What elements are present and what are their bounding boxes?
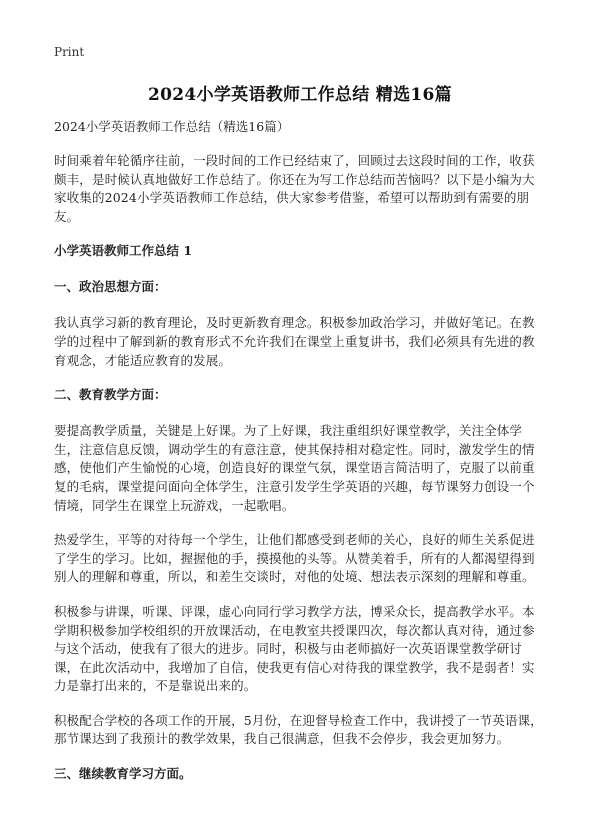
continuing-education-heading: 三、继续教育学习方面。 <box>54 766 192 782</box>
teaching-paragraph-1: 要提高教学质量，关键是上好课。为了上好课，我注重组织好课堂教学，关注全体学生，注意信息反馈，调动学生的有意注意，使其保持相对稳定性。同时，激发学生的情感，使他们产生愉悦的心境，创造良好的课堂气氛，课堂语言简洁明了，克服了以前重复的毛病，课堂提问面向全体学生，注意引发学生学英语的兴趣，每节课努力创设一个情境，同学生在课堂上玩游戏，一起歌唱。 <box>54 423 535 513</box>
intro-paragraph: 时间乘着年轮循序往前，一段时间的工作已经结束了，回顾过去这段时间的工作，收获颇丰，是时候认真地做好工作总结了。你还在为写工作总结而苦恼吗？以下是小编为大家收集的2024小学英语教师工作总结，供大家参考借鉴，希望可以帮助到有需要的朋友。 <box>54 153 535 224</box>
article-body <box>54 118 546 801</box>
teaching-paragraph-2: 热爱学生，平等的对待每一个学生，让他们都感受到老师的关心，良好的师生关系促进了学生的学习。比如，握握他的手，摸摸他的头等。从赞美着手，所有的人都渴望得到别人的理解和尊重，所以，和差生交谈时，对他的处境、想法表示深刻的理解和尊重。 <box>54 532 535 585</box>
article-subtitle: 2024小学英语教师工作总结（精选16篇） <box>54 119 290 134</box>
teaching-paragraph-3: 积极参与讲课，听课、评课，虚心向同行学习教学方法，博采众长，提高教学水平。本学期积极参加学校组织的开放课活动，在电教室共授课四次，每次都认真对待，通过参与这个活动，使我有了很大的进步。同时，积极与由老师搞好一次英语课堂教学研讨课，在此次活动中，我增加了自信，使我更有信心对待我的课堂教学，我不是弱者！实力是靠打出来的，不是靠说出来的。 <box>54 603 535 694</box>
teaching-heading: 二、教育教学方面： <box>54 387 167 403</box>
political-paragraph: 我认真学习新的教育理论，及时更新教育理念。积极参加政治学习，并做好笔记。在教学的过程中了解到新的教育形式不允许我们在课堂上重复讲书，我们必须具有先进的教育观念，才能适应教育的发展。 <box>54 315 535 368</box>
page-title: 2024小学英语教师工作总结 精选16篇 <box>148 85 452 105</box>
section-heading: 小学英语教师工作总结 1 <box>54 243 193 259</box>
political-heading: 一、政治思想方面： <box>54 279 167 295</box>
teaching-paragraph-4: 积极配合学校的各项工作的开展，5月份，在迎督导检查工作中，我讲授了一节英语课，那节课达到了我预计的教学效果，我自己很满意，但我不会停步，我会更加努力。 <box>54 712 543 747</box>
print-link[interactable]: Print <box>54 45 85 59</box>
